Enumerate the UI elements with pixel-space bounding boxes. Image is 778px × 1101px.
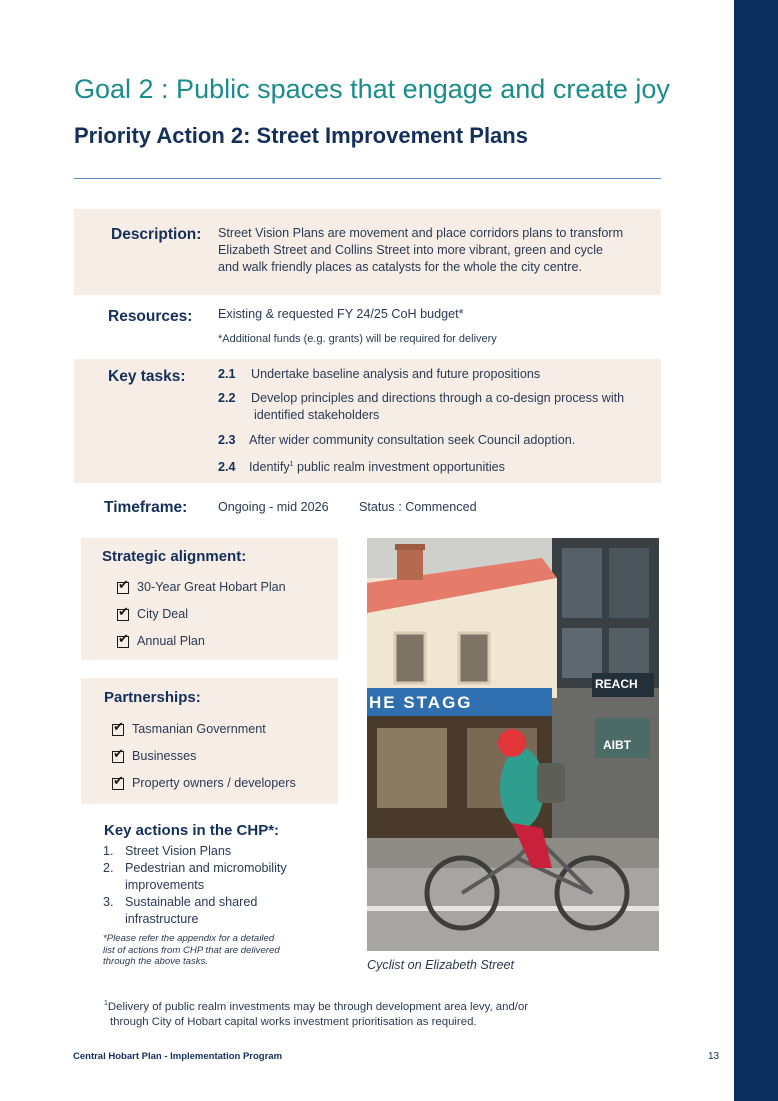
footnote-marker: 1 bbox=[289, 461, 294, 468]
description-label: Description: bbox=[111, 226, 202, 243]
checkbox-checked-icon bbox=[112, 778, 124, 790]
strategic-alignment-item bbox=[117, 634, 205, 648]
key-tasks-label: Key tasks: bbox=[108, 368, 186, 385]
title-divider bbox=[74, 178, 661, 179]
task-item bbox=[218, 390, 624, 424]
checkbox-checked-icon bbox=[117, 609, 129, 621]
task-item bbox=[218, 366, 540, 383]
resources-label: Resources: bbox=[108, 308, 193, 325]
resources-note: *Additional funds (e.g. grants) will be required for delivery bbox=[218, 333, 497, 345]
resources-text: Existing & requested FY 24/25 CoH budget* bbox=[218, 307, 464, 321]
timeframe-value: Ongoing - mid 2026 bbox=[218, 500, 329, 514]
key-action-number: 1. bbox=[103, 844, 114, 858]
description-line: and walk friendly places as catalysts for the whole the city centre. bbox=[218, 260, 582, 274]
shop-sign-reach: REACH bbox=[595, 677, 638, 691]
key-actions-note bbox=[103, 933, 280, 968]
partnership-item bbox=[112, 776, 296, 790]
key-action-text: Sustainable and shared bbox=[125, 895, 258, 909]
key-action-text-continued: infrastructure bbox=[125, 912, 199, 926]
task-text bbox=[249, 460, 505, 474]
strategic-alignment-item bbox=[117, 607, 188, 621]
task-item bbox=[218, 456, 505, 476]
checkbox-checked-icon bbox=[112, 751, 124, 763]
item-label: Property owners / developers bbox=[132, 776, 296, 790]
timeframe-label: Timeframe: bbox=[104, 499, 188, 516]
photo-caption: Cyclist on Elizabeth Street bbox=[367, 958, 514, 972]
status-text: Status : Commenced bbox=[359, 500, 477, 514]
checkbox-checked-icon bbox=[117, 636, 129, 648]
key-action-number: 3. bbox=[103, 895, 114, 909]
partnership-item bbox=[112, 749, 196, 763]
footnote-number: 1 bbox=[104, 1000, 108, 1007]
street-photo bbox=[367, 538, 659, 951]
description-text bbox=[218, 225, 623, 276]
item-label: Businesses bbox=[132, 749, 197, 763]
item-label: Annual Plan bbox=[137, 634, 205, 648]
key-action-text: Pedestrian and micromobility bbox=[125, 861, 287, 875]
shop-sign-aibt: AIBT bbox=[603, 738, 631, 752]
key-actions-list bbox=[103, 843, 287, 928]
task-number: 2.1 bbox=[218, 367, 236, 381]
note-line: through the above tasks. bbox=[103, 956, 209, 967]
task-text: Undertake baseline analysis and future propositions bbox=[251, 367, 541, 381]
strategic-alignment-item bbox=[117, 580, 286, 594]
task-number: 2.3 bbox=[218, 433, 236, 447]
task-text: Develop principles and directions through a co-design process with bbox=[251, 391, 625, 405]
checkbox-checked-icon bbox=[112, 724, 124, 736]
key-action-item bbox=[103, 843, 287, 860]
footnote bbox=[104, 996, 528, 1030]
item-label: Tasmanian Government bbox=[132, 722, 266, 736]
task-text-continued: identified stakeholders bbox=[254, 408, 380, 422]
key-action-text: Street Vision Plans bbox=[125, 844, 232, 858]
description-line: Elizabeth Street and Collins Street into more vibrant, green and cycle bbox=[218, 243, 604, 257]
task-text-pre: Identify bbox=[249, 460, 290, 475]
footnote-line-continued: through City of Hobart capital works investment prioritisation as required. bbox=[110, 1015, 477, 1028]
task-text: After wider community consultation seek Council adoption. bbox=[249, 433, 576, 447]
strategic-alignment-title: Strategic alignment: bbox=[102, 548, 247, 565]
footnote-line bbox=[104, 996, 528, 1015]
note-line: list of actions from CHP that are delivered bbox=[103, 944, 280, 956]
item-label: 30-Year Great Hobart Plan bbox=[137, 580, 286, 594]
note-line: *Please refer the appendix for a detailed bbox=[103, 933, 275, 944]
task-number: 2.4 bbox=[218, 460, 236, 475]
description-line: Street Vision Plans are movement and place corridors plans to transform bbox=[218, 226, 624, 240]
key-actions-title: Key actions in the CHP*: bbox=[104, 822, 280, 839]
page-number: 13 bbox=[708, 1051, 720, 1062]
task-number: 2.2 bbox=[218, 391, 236, 405]
task-text-post: public realm investment opportunities bbox=[293, 460, 505, 475]
key-action-text-continued: improvements bbox=[125, 878, 205, 892]
goal-title: Goal 2 : Public spaces that engage and create joy bbox=[74, 74, 670, 104]
partnerships-title: Partnerships: bbox=[104, 689, 201, 706]
side-bar-decoration bbox=[734, 0, 778, 1101]
key-action-item bbox=[103, 860, 287, 877]
shop-sign-stagg: HE STAGG bbox=[369, 693, 473, 712]
item-label: City Deal bbox=[137, 607, 189, 621]
key-action-item bbox=[103, 894, 287, 911]
task-item bbox=[218, 432, 575, 449]
footer-document-title: Central Hobart Plan - Implementation Program bbox=[73, 1051, 283, 1062]
footnote-text: Delivery of public realm investments may be through development area levy, and/or bbox=[107, 1000, 529, 1013]
checkbox-checked-icon bbox=[117, 582, 129, 594]
key-action-number: 2. bbox=[103, 861, 114, 875]
priority-action-title: Priority Action 2: Street Improvement Plans bbox=[74, 123, 528, 148]
partnership-item bbox=[112, 722, 266, 736]
